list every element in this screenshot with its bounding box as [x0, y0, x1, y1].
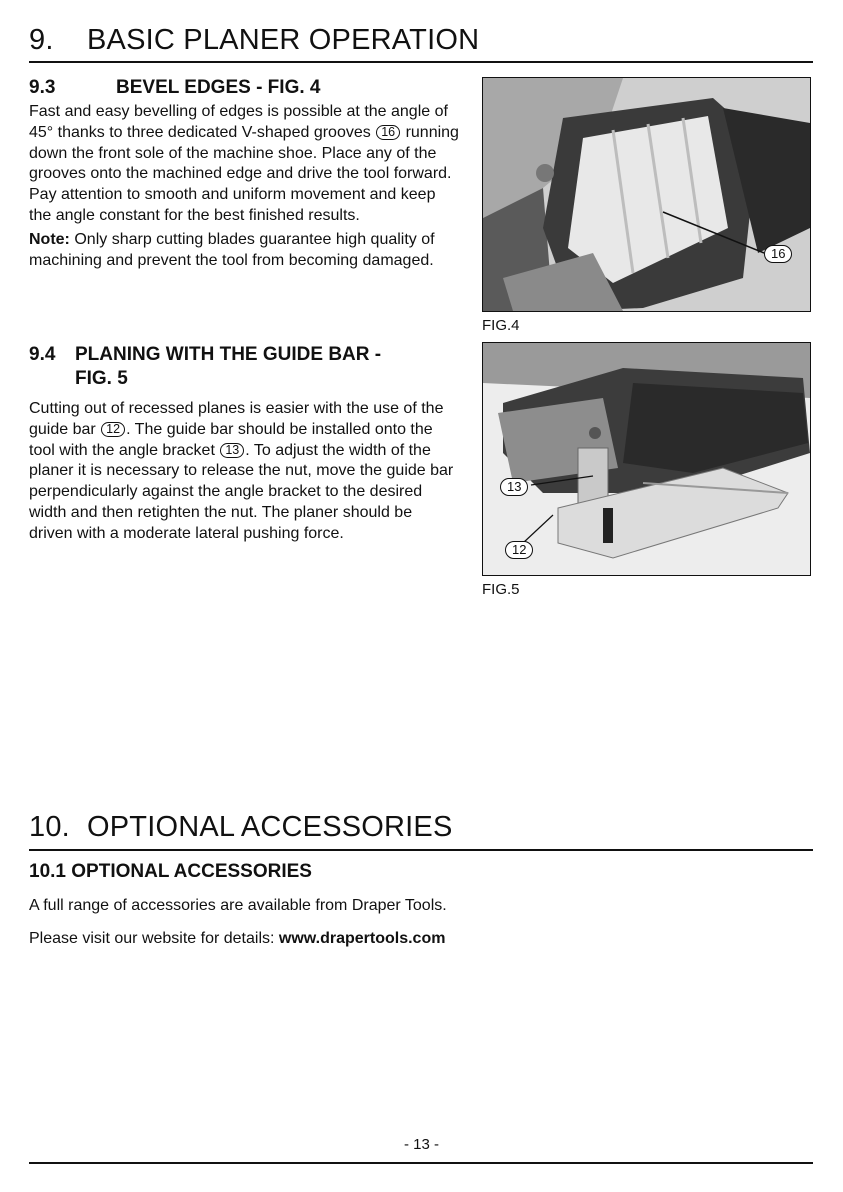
figure-5-label-13: 13	[500, 478, 528, 496]
subsection-9-3-heading	[29, 77, 320, 99]
website-prefix: Please visit our website for details:	[29, 930, 275, 947]
figure-5-photo	[482, 342, 811, 576]
section-10-title: OPTIONAL ACCESSORIES	[87, 811, 453, 843]
section-10-rule	[29, 849, 813, 851]
note-label: Note:	[29, 230, 70, 248]
section-10-heading	[29, 811, 453, 844]
callout-16: 16	[376, 125, 400, 140]
accessories-line-2	[29, 929, 445, 950]
note-text: Only sharp cutting blades guarantee high quality of machining and prevent the tool from becoming damaged.	[29, 230, 435, 269]
note-paragraph	[29, 230, 459, 272]
page-number: - 13 -	[403, 1136, 439, 1153]
subsection-9-4-number: 9.4	[29, 344, 56, 365]
bevel-text-b: running down the front sole of the machine shoe. Place any of the grooves onto the machined edge and drive the tool forward. Pay attention to smooth and uniform movement and keep the angle constant for the best finished results.	[29, 123, 459, 224]
subsection-9-3-body	[29, 102, 459, 271]
figure-5-label-12: 12	[505, 541, 533, 559]
section-9-rule	[29, 61, 813, 63]
subsection-9-3-title: BEVEL EDGES - FIG. 4	[116, 77, 321, 98]
guide-bar-paragraph	[29, 399, 459, 545]
section-9-heading	[29, 24, 479, 57]
subsection-9-3-number: 9.3	[29, 77, 56, 98]
subsection-9-4-title-line2: FIG. 5	[75, 368, 128, 389]
website-link[interactable]: www.drapertools.com	[278, 930, 446, 947]
callout-13: 13	[220, 443, 244, 458]
planer-sole-illustration	[483, 78, 810, 311]
figure-4-caption: FIG.4	[482, 317, 520, 334]
guide-text-a: Cutting out of recessed planes is easier with the use of the guide bar	[29, 400, 444, 438]
subsection-9-4-heading	[29, 344, 381, 390]
guide-bar-illustration	[483, 343, 810, 575]
bevel-text-a: Fast and easy bevelling of edges is possible at the angle of 45° thanks to three dedicated V-shaped grooves	[29, 103, 448, 141]
section-9-title: BASIC PLANER OPERATION	[87, 24, 480, 56]
subsection-9-4-body	[29, 399, 459, 545]
guide-text-c: . To adjust the width of the planer it is necessary to release the nut, move the guide bar perpendicularly against the angle bracket to the desired width and then retighten the nut. The planer should be driven with a moderate lateral pushing force.	[29, 441, 454, 542]
bevel-paragraph	[29, 102, 459, 227]
guide-text-b: . The guide bar should be installed onto the tool with the angle bracket	[29, 420, 433, 459]
figure-5-caption: FIG.5	[482, 581, 520, 598]
callout-12: 12	[101, 422, 125, 437]
section-9-number: 9.	[29, 24, 54, 56]
figure-4-label-16: 16	[764, 245, 792, 263]
subsection-10-1-heading: 10.1 OPTIONAL ACCESSORIES	[29, 861, 312, 882]
footer-rule	[29, 1162, 813, 1164]
figure-4-photo	[482, 77, 811, 312]
subsection-9-4-title-line1: PLANING WITH THE GUIDE BAR -	[75, 344, 382, 365]
section-10-number: 10.	[29, 811, 70, 843]
accessories-line-1: A full range of accessories are available from Draper Tools.	[29, 897, 447, 914]
